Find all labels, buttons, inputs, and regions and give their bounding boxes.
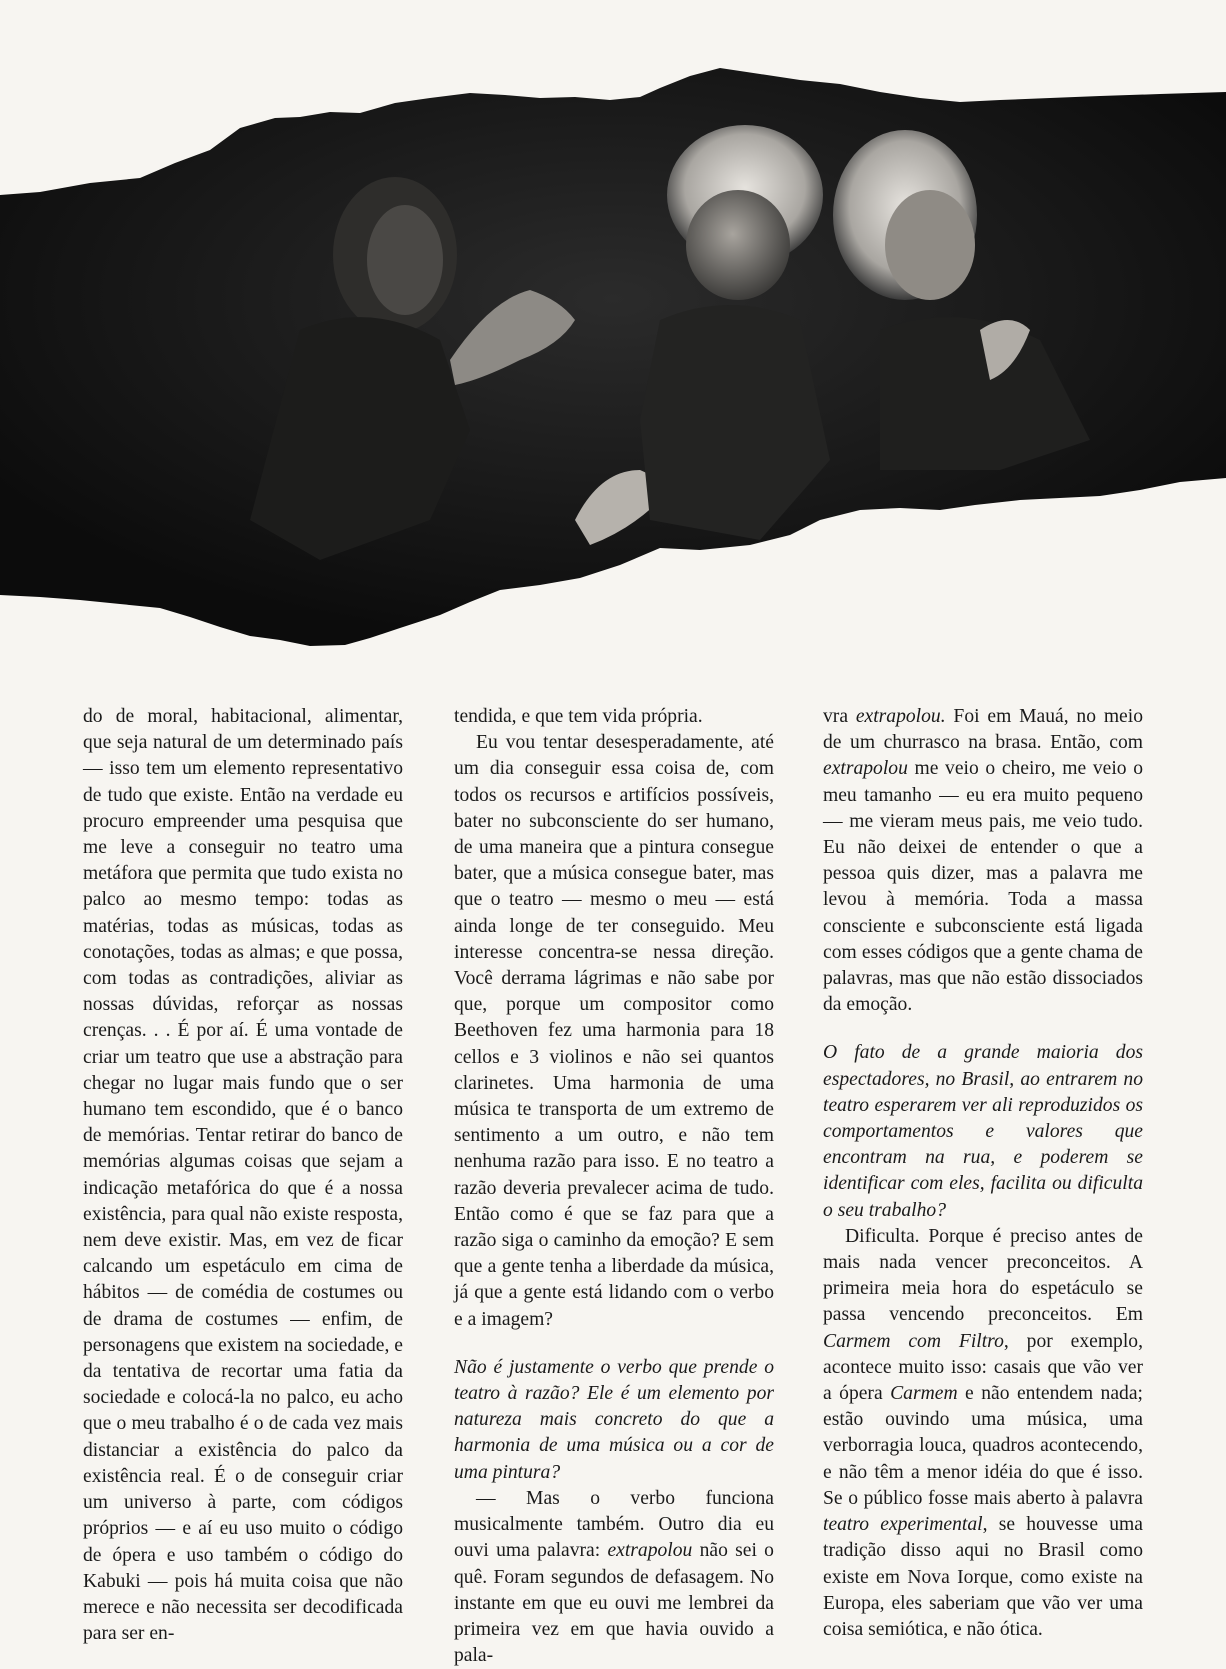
interview-question: O fato de a grande maioria dos espectadores, no Brasil, ao entrarem no teatro esperarem ver ali reproduzidos os comportamentos e valores que encontram na rua, e poderem se identificar com eles, facilita ou dificulta o seu trabalho? xyxy=(823,1042,1143,1221)
stage-photo xyxy=(0,0,1226,680)
article-body xyxy=(83,704,1163,1667)
paragraph: Eu vou tentar desesperadamente, até um dia conseguir essa coisa de, com todos os recursos e artifícios possíveis, bater no subconsciente do ser humano, de uma maneira que a pintura consegue bater, que a música consegue bater, mas que o teatro — mesmo o meu — está ainda longe de ter conseguido. Meu interesse concentra-se nessa direção. Você derrama lágrimas e não sabe por que, porque um compositor como Beethoven fez uma harmonia para 18 cellos e 3 violinos e não sei quantos clarinetes. Uma harmonia de uma música te transporta de um extremo de sentimento a um outro, e não tem nenhuma razão para isso. E no teatro a razão deveria prevalecer acima de tudo. Então como é que se faz para que a razão siga o caminho da emoção? E sem que a gente tenha a liberdade da música, já que a gente está lidando com o verbo e a imagem? xyxy=(454,732,774,1330)
text-column-2 xyxy=(454,704,774,1669)
text-column-1 xyxy=(83,704,403,1647)
stage-photo-image xyxy=(0,0,1226,680)
paragraph: Dificulta. Porque é preciso antes de mais nada vencer preconceitos. A primeira meia hora do espetáculo se passa vencendo preconceitos. Em Carmem com Filtro, por exemplo, acontece muito isso: casais que vão ver a ópera Carmem e não entendem nada; estão ouvindo uma música, uma verborragia louca, quadros acontecendo, e não têm a menor idéia do que é isso. Se o público fosse mais aberto à palavra teatro experimental, se houvesse uma tradição disso aqui no Brasil como existe em Nova Iorque, como existe na Europa, eles saberiam que vão ver uma coisa semiótica, e não ótica. xyxy=(823,1225,1143,1640)
interview-question: Não é justamente o verbo que prende o teatro à razão? Ele é um elemento por natureza mais concreto do que a harmonia de uma música ou a cor de uma pintura? xyxy=(454,1356,774,1483)
paragraph: — Mas o verbo funciona musicalmente também. Outro dia eu ouvi uma palavra: extrapolou não sei o quê. Foram segundos de defasagem. No instante em que eu ouvi me lembrei da primeira vez em que havia ouvido a pala- xyxy=(454,1487,774,1667)
text-column-3 xyxy=(823,704,1143,1643)
paragraph: do de moral, habitacional, alimentar, que seja natural de um determinado país — isso tem um elemento representativo de tudo que existe. Então na verdade eu procuro empreender uma pesquisa que me leve a conseguir no teatro uma metáfora que permita que tudo exista no palco ao mesmo tempo: todas as matérias, todas as músicas, todas as conotações, todas as almas; e que possa, com todas as contradições, aliviar as nossas dúvidas, reforçar as nossas crenças. . . É por aí. É uma vontade de criar um teatro que use a abstração para chegar no lugar mais fundo que o ser humano tem escondido, que é o banco de memórias. Tentar retirar do banco de memórias algumas coisas que sejam a indicação metafórica do que é a nossa existência, para qual não existe resposta, nem deve existir. Mas, em vez de ficar calcando um espetáculo em cima de hábitos — de comédia de costumes ou de drama de costumes — enfim, de personagens que existem na sociedade, e da tentativa de recortar uma fatia da sociedade e colocá-la no palco, eu acho que o meu trabalho é o de cada vez mais distanciar a existência do palco da existência real. É o de conseguir criar um universo à parte, com códigos próprios — e aí eu uso muito o código de ópera e uso também o código do Kabuki — pois há muita coisa que não merece e não necessita ser decodificada para ser en- xyxy=(83,706,403,1645)
paragraph: vra extrapolou. Foi em Mauá, no meio de um churrasco na brasa. Então, com extrapolou me veio o cheiro, me veio o meu tamanho — eu era muito pequeno — me vieram meus pais, me veio tudo. Eu não deixei de entender o que a pessoa quis dizer, mas a palavra me levou à memória. Toda a massa consciente e subconsciente está ligada com esses códigos que a gente chama de palavras, mas que não estão dissociados da emoção. xyxy=(823,706,1143,1016)
actor-center-figure xyxy=(640,125,830,540)
paragraph: tendida, e que tem vida própria. xyxy=(454,706,703,727)
